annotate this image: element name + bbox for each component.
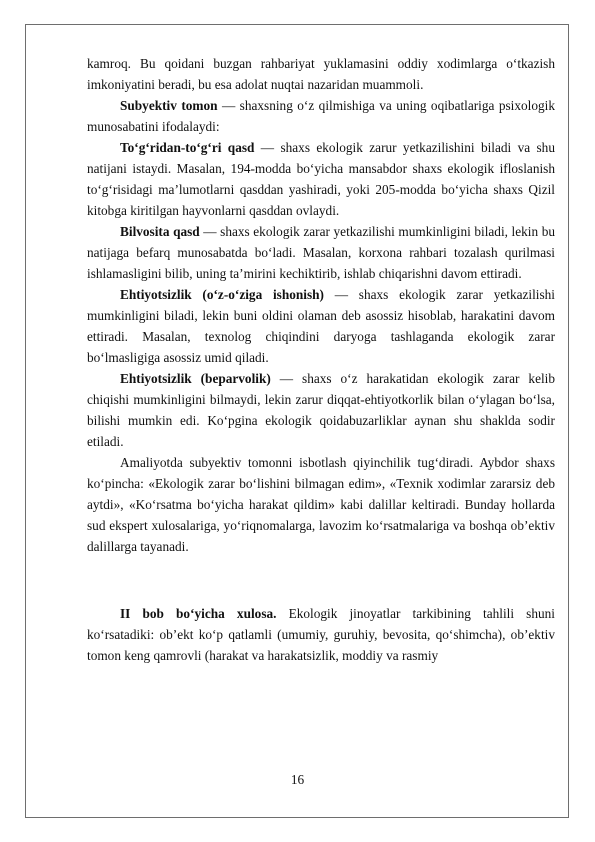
term-subjective-side: Subyektiv tomon bbox=[120, 98, 218, 113]
document-body bbox=[87, 53, 555, 666]
term-chapter-conclusion: II bob bo‘yicha xulosa. bbox=[120, 606, 277, 621]
paragraph-text: — shaxsning o‘z qilmishiga va uning oqibatlariga psixologik munosabatini ifodalaydi: bbox=[87, 98, 555, 134]
paragraph-text: — shaxs ekologik zarar yetkazilishi mumkinligini biladi, lekin buni oldini olaman deb asossiz hisoblab, harakatini davom ettiradi. Masalan, texnolog chiqindini daryoga tashlaganda ekologik zarar bo‘lmasligiga asossiz umid qiladi. bbox=[87, 287, 555, 365]
paragraph-chapter-conclusion bbox=[87, 603, 555, 666]
paragraph-text: kamroq. Bu qoidani buzgan rahbariyat yuklamasini oddiy xodimlarga o‘tkazish imkoniyatini beradi, bu esa adolat nuqtai nazaridan muammoli. bbox=[87, 56, 555, 92]
page-number: 16 bbox=[290, 772, 305, 787]
paragraph-text: — shaxs ekologik zarur yetkazilishini biladi va shu natijani istaydi. Masalan, 194-modda bo‘yicha mansabdor shaxs ekologik ifloslanish to‘g‘risidagi ma’lumotlarni qasddan yashiradi, yoki 205-modda bo‘yicha shaxs Qizil kitobga kiritilgan hayvonlarni qasddan ovlaydi. bbox=[87, 140, 555, 218]
term-direct-intent: To‘g‘ridan-to‘g‘ri qasd bbox=[120, 140, 255, 155]
term-negligence-carelessness: Ehtiyotsizlik (beparvolik) bbox=[120, 371, 271, 386]
paragraph-negligence-carelessness bbox=[87, 368, 555, 452]
paragraph-text: Amaliyotda subyektiv tomonni isbotlash qiyinchilik tug‘diradi. Aybdor shaxs ko‘pincha: «Ekologik zarar bo‘lishini bilmagan edim», «Texnik xodimlar zararsiz deb aytdi», «Ko‘rsatma bo‘yicha harakat qildim» kabi dalillar keltiradi. Bunday hollarda sud ekspert xulosalariga, yo‘riqnomalarga, lavozim ko‘rsatmalariga va boshqa ob’ektiv dalillarga tayanadi. bbox=[87, 455, 555, 554]
paragraph-practice bbox=[87, 452, 555, 557]
paragraph-text: — shaxs o‘z harakatidan ekologik zarar kelib chiqishi mumkinligini bilmaydi, lekin zarur diqqat-ehtiyotkorlik bilan o‘ylagan bo‘lsa, bilishi mumkin edi. Ko‘pgina ekologik qoidabuzarliklar aynan shu shaklda sodir etiladi. bbox=[87, 371, 556, 449]
paragraph-indirect-intent bbox=[87, 221, 555, 284]
paragraph-direct-intent bbox=[87, 137, 555, 221]
term-indirect-intent: Bilvosita qasd bbox=[120, 224, 200, 239]
paragraph-spacer bbox=[87, 557, 555, 603]
paragraph-continuation bbox=[87, 53, 555, 95]
term-negligence-confidence: Ehtiyotsizlik (o‘z-o‘ziga ishonish) bbox=[120, 287, 324, 302]
paragraph-subjective-side bbox=[87, 95, 555, 137]
paragraph-negligence-confidence bbox=[87, 284, 555, 368]
paragraph-text: Ekologik jinoyatlar tarkibining tahlili shuni ko‘rsatadiki: ob’ekt ko‘p qatlamli (umumiy, guruhiy, bevosita, qo‘shimcha), ob’ektiv tomon keng qamrovli (harakat va harakatsizlik, moddiy va rasmiy bbox=[87, 606, 555, 663]
paragraph-text: — shaxs ekologik zarar yetkazilishi mumkinligini biladi, lekin bu natijaga befarq munosabatda bo‘ladi. Masalan, korxona rahbari tozalash qurilmasi ishlamasligini bilib, uning ta’mirini kechiktirib, ishlab chiqarishni davom ettiradi. bbox=[87, 224, 556, 281]
